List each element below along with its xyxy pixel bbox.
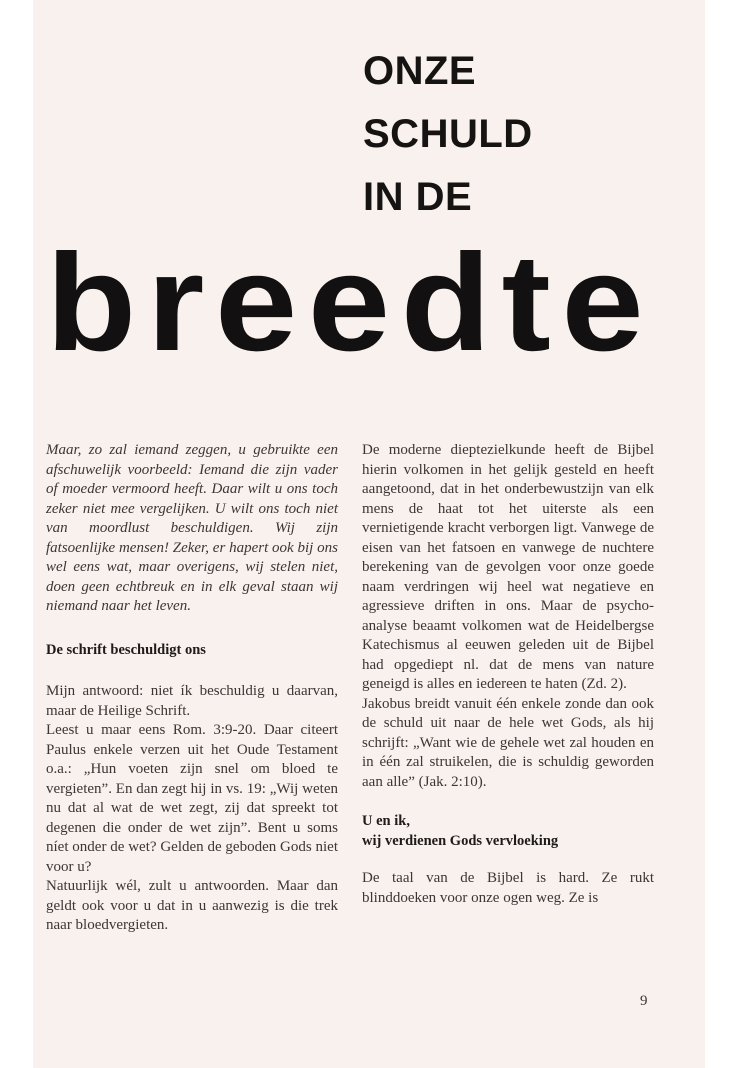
page-number: 9 xyxy=(640,993,648,1009)
left-paragraph-3: Natuurlijk wél, zult u antwoorden. Maar dan geldt ook voor u dat in u aanwezig is die trek naar bloedvergieten. xyxy=(46,878,338,933)
section-heading-2-line-2: wij verdienen Gods vervloeking xyxy=(362,832,559,849)
title-big-word: breedte xyxy=(46,226,655,380)
article-title xyxy=(363,40,533,229)
title-line-2: SCHULD xyxy=(363,112,533,156)
right-paragraph-3: De taal van de Bijbel is hard. Ze rukt blinddoeken voor onze ogen weg. Ze is xyxy=(362,870,654,906)
right-column xyxy=(362,441,654,908)
intro-paragraph: Maar, zo zal iemand zeggen, u gebruikte een afschuwelijk voorbeeld: Iemand die zijn vader of moeder vermoord heeft. Daar wilt u ons toch zeker niet mee vergelijken. U wilt ons toch niet van moordlust beschuldigen. Wij zijn fatsoenlijke mensen! Zeker, er hapert ook bij ons wel eens wat, maar overigens, wij stelen niet, doen geen echtbreuk en in elk geval staan wij niemand naar het leven. xyxy=(46,442,338,614)
left-paragraph-2: Leest u maar eens Rom. 3:9-20. Daar citeert Paulus enkele verzen uit het Oude Testament o.a.: „Hun voeten zijn snel om bloed te vergieten”. En dan zegt hij in vs. 19: „Wij weten nu dat al wat de wet zegt, zij dat spreekt tot degenen die onder de wet zijn”. Bent u soms níet onder de wet? Gelden de geboden Gods niet voor u? xyxy=(46,722,338,875)
section-heading-1: De schrift beschuldigt ons xyxy=(46,641,206,658)
left-column xyxy=(46,441,338,936)
title-line-1: ONZE xyxy=(363,49,477,93)
right-paragraph-1: De moderne dieptezielkunde heeft de Bijbel hierin volkomen in het gelijk gesteld en heeft aangetoond, dat in het onderbewustzijn van elk mens de haat tot het uiterste als een vernietigende kracht verborgen ligt. Vanwege de eisen van het fatsoen en vanwege de nuchtere berekening van de gevolgen voor onze goede naam verdringen wij heel wat negatieve en agressieve driften in ons. Maar de psycho-analyse beaamt volkomen wat de Heidelbergse Katechismus al eeuwen geleden uit de Bijbel had opgediept nl. dat de mens van nature geneigd is alles en iedereen te haten (Zd. 2). xyxy=(362,442,654,692)
right-paragraph-2: Jakobus breidt vanuit één enkele zonde dan ook de schuld uit naar de hele wet Gods, als hij schrijft: „Want wie de gehele wet zal houden en in één zal struikelen, die is schuldig geworden aan alle” (Jak. 2:10). xyxy=(362,695,654,790)
section-heading-2 xyxy=(362,812,654,851)
left-paragraph-1: Mijn antwoord: niet ík beschuldig u daarvan, maar de Heilige Schrift. xyxy=(46,683,338,719)
title-line-3: IN DE xyxy=(363,175,473,219)
section-heading-2-line-1: U en ik, xyxy=(362,813,410,829)
